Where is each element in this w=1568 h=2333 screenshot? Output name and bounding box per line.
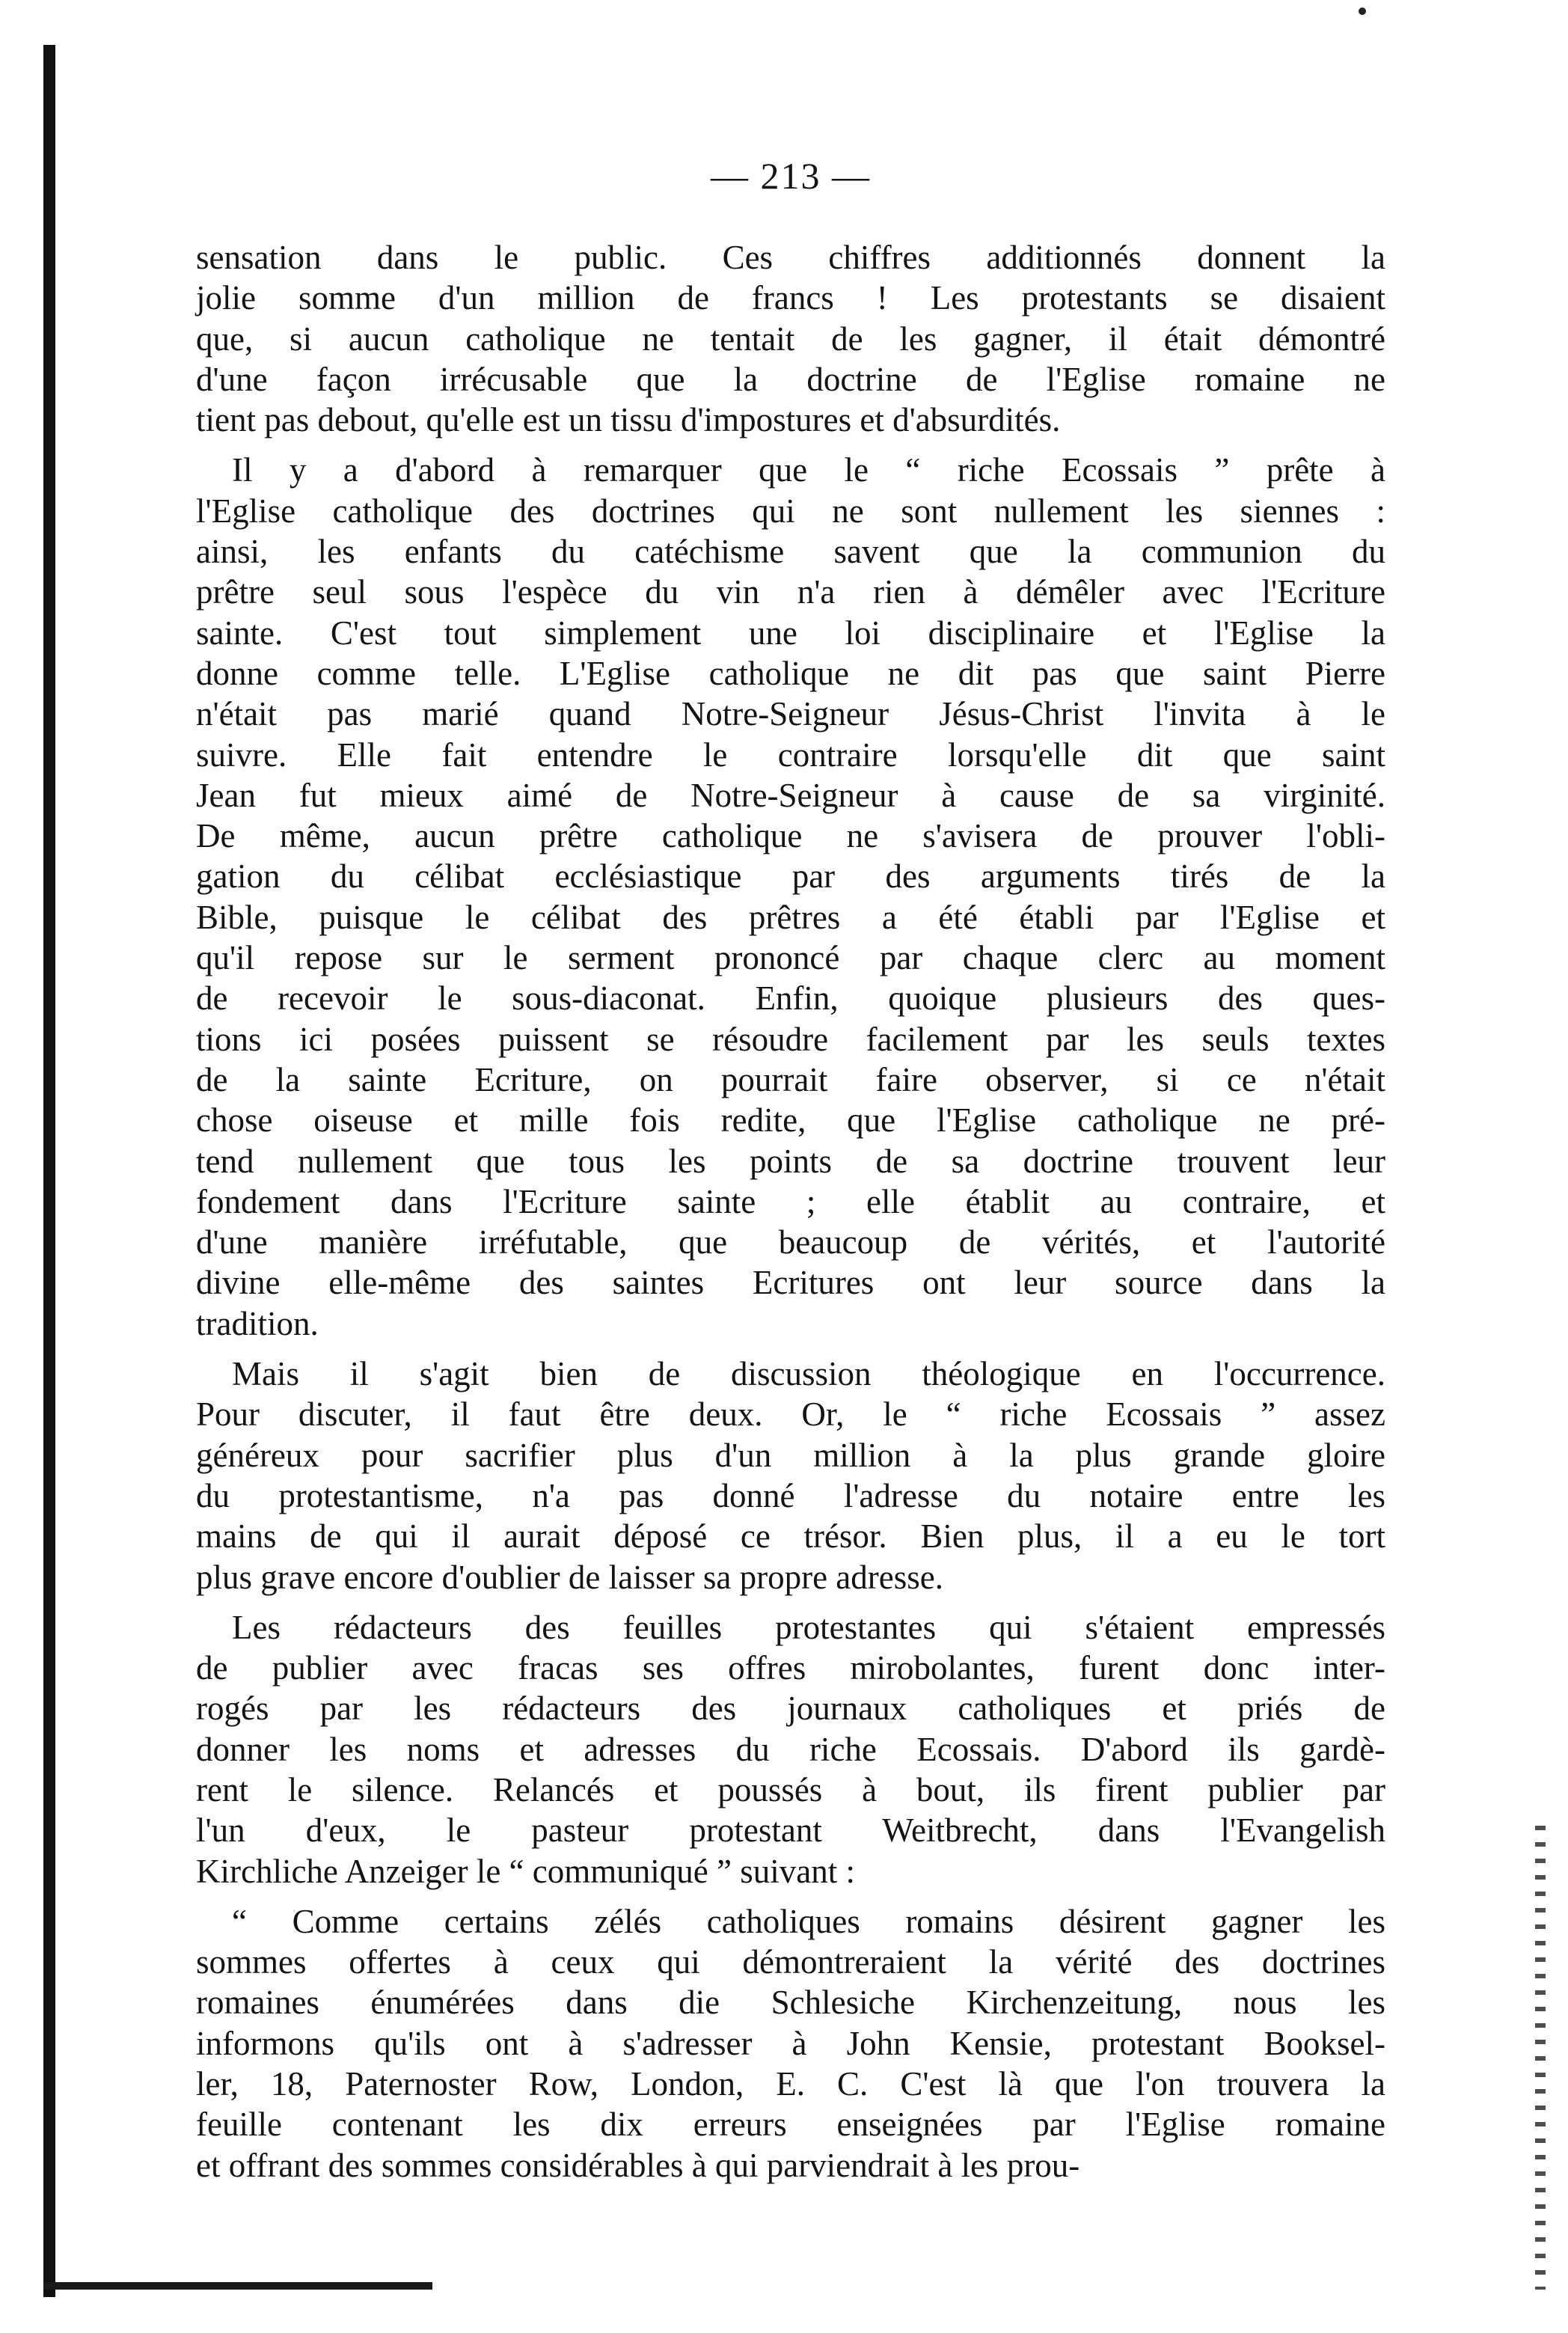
text-line: gation du célibat ecclésiastique par des arguments tirés de la	[196, 857, 1385, 896]
text-line: sainte. C'est tout simplement une loi disciplinaire et l'Eglise la	[196, 614, 1385, 652]
text-line: plus grave encore d'oublier de laisser sa propre adresse.	[196, 1558, 943, 1596]
text-line: que, si aucun catholique ne tentait de les gagner, il était démontré	[196, 319, 1385, 358]
text-line: du protestantisme, n'a pas donné l'adresse du notaire entre les	[196, 1476, 1385, 1514]
scan-border-left	[43, 45, 55, 2297]
text-line: de la sainte Ecriture, on pourrait faire observer, si ce n'était	[196, 1060, 1385, 1098]
text-line: d'une façon irrécusable que la doctrine de l'Eglise romaine ne	[196, 360, 1385, 398]
text-line: mains de qui il aurait déposé ce trésor. Bien plus, il a eu le tort	[196, 1517, 1385, 1556]
scan-dot	[1359, 7, 1366, 15]
document-page	[196, 153, 1385, 2195]
paragraph	[196, 1901, 1385, 2186]
text-line: ainsi, les enfants du catéchisme savent que la communion du	[196, 533, 1385, 571]
text-line: sensation dans le public. Ces chiffres additionnés donnent la	[196, 239, 1385, 276]
text-line: Kirchliche Anzeiger le “ communiqué ” suivant :	[196, 1852, 855, 1890]
text-line: Mais il s'agit bien de discussion théologique en l'occurrence.	[232, 1355, 1385, 1393]
text-line: De même, aucun prêtre catholique ne s'avisera de prouver l'obli-	[196, 817, 1385, 855]
text-line: prêtre seul sous l'espèce du vin n'a rien à démêler avec l'Ecriture	[196, 573, 1385, 611]
paragraph	[196, 450, 1385, 1344]
text-line: l'Eglise catholique des doctrines qui ne sont nullement les siennes :	[196, 492, 1385, 530]
text-line: tions ici posées puissent se résoudre facilement par les seuls textes	[196, 1020, 1385, 1058]
text-line: donner les noms et adresses du riche Ecossais. D'abord ils gardè-	[196, 1730, 1385, 1768]
scan-speckles-right	[1535, 1826, 1546, 2290]
text-line: rogés par les rédacteurs des journaux catholiques et priés de	[196, 1690, 1385, 1728]
text-line: fondement dans l'Ecriture sainte ; elle établit au contraire, et	[196, 1182, 1385, 1220]
text-line: Bible, puisque le célibat des prêtres a été établi par l'Eglise et	[196, 898, 1385, 936]
text-line: suivre. Elle fait entendre le contraire lorsqu'elle dit que saint	[196, 736, 1385, 774]
body-text	[196, 237, 1385, 2186]
paragraph	[196, 1607, 1385, 1892]
scan-border-bottom	[43, 2282, 432, 2290]
text-line: rent le silence. Relancés et poussés à bout, ils firent publier par	[196, 1770, 1385, 1808]
text-line: divine elle-même des saintes Ecritures ont leur source dans la	[196, 1264, 1385, 1302]
text-line: d'une manière irréfutable, que beaucoup de vérités, et l'autorité	[196, 1223, 1385, 1262]
text-line: feuille contenant les dix erreurs enseignées par l'Eglise romaine	[196, 2106, 1385, 2144]
text-line: et offrant des sommes considérables à qui parviendrait à les prou-	[196, 2146, 1080, 2184]
text-line: romaines énumérées dans die Schlesiche Kirchenzeitung, nous les	[196, 1984, 1385, 2022]
text-line: donne comme telle. L'Eglise catholique ne dit pas que saint Pierre	[196, 654, 1385, 692]
text-line: Pour discuter, il faut être deux. Or, le “ riche Ecossais ” assez	[196, 1395, 1385, 1434]
text-line: jolie somme d'un million de francs ! Les protestants se disaient	[196, 279, 1385, 317]
text-line: “ Comme certains zélés catholiques romains désirent gagner les	[232, 1902, 1385, 1940]
page-number: — 213 —	[711, 155, 871, 197]
text-line: l'un d'eux, le pasteur protestant Weitbrecht, dans l'Evangelish	[196, 1811, 1385, 1850]
text-line: informons qu'ils ont à s'adresser à John Kensie, protestant Booksel-	[196, 2024, 1385, 2062]
text-line: qu'il repose sur le serment prononcé par chaque clerc au moment	[196, 939, 1385, 977]
paragraph	[196, 237, 1385, 440]
text-line: tradition.	[196, 1304, 319, 1342]
text-line: ler, 18, Paternoster Row, London, E. C. C'est là que l'on trouvera la	[196, 2065, 1385, 2103]
text-line: tient pas debout, qu'elle est un tissu d'impostures et d'absurdités.	[196, 401, 1061, 439]
text-line: n'était pas marié quand Notre-Seigneur Jésus-Christ l'invita à le	[196, 695, 1385, 733]
text-line: Il y a d'abord à remarquer que le “ riche Ecossais ” prête à	[232, 451, 1385, 489]
text-line: sommes offertes à ceux qui démontreraient la vérité des doctrines	[196, 1943, 1385, 1981]
text-line: de publier avec fracas ses offres mirobolantes, furent donc inter-	[196, 1649, 1385, 1687]
text-line: Jean fut mieux aimé de Notre-Seigneur à cause de sa virginité.	[196, 776, 1385, 814]
text-line: chose oiseuse et mille fois redite, que l'Eglise catholique ne pré-	[196, 1101, 1385, 1140]
text-line: généreux pour sacrifier plus d'un million à la plus grande gloire	[196, 1436, 1385, 1474]
text-line: tend nullement que tous les points de sa doctrine trouvent leur	[196, 1142, 1385, 1180]
text-line: de recevoir le sous-diaconat. Enfin, quoique plusieurs des ques-	[196, 979, 1385, 1018]
paragraph	[196, 1354, 1385, 1597]
text-line: Les rédacteurs des feuilles protestantes qui s'étaient empressés	[232, 1608, 1385, 1646]
